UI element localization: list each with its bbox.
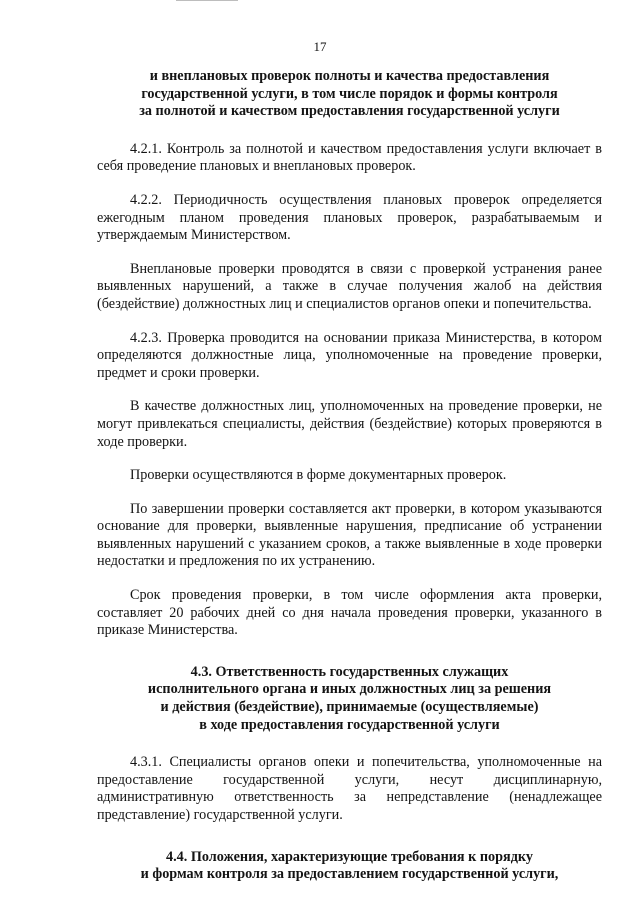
heading-line: государственной услуги, в том числе порядок и формы контроля [141,85,558,102]
section-4-4-heading [97,849,602,884]
section-4-3-heading [97,664,602,734]
paragraph-4-2-3: 4.2.3. Проверка проводится на основании приказа Министерства, в котором определяются должностные лица, уполномоченные на проведение проверки, предмет и сроки проверки. [97,329,602,381]
scan-edge-line [176,0,238,1]
heading-line: и действия (бездействие), принимаемые (осуществляемые) [160,699,539,716]
paragraph-check-form: Проверки осуществляются в форме документарных проверок. [130,467,507,484]
paragraph-unplanned-checks: Внеплановые проверки проводятся в связи с проверкой устранения ранее выявленных нарушений, а также в случае получения жалоб на действия (бездействие) должностных лиц и специалистов органов опеки и попечительства. [97,260,602,312]
page-number: 17 [313,39,327,54]
document-body [97,68,602,884]
paragraph-4-3-1: 4.3.1. Специалисты органов опеки и попечительства, уполномоченные на предоставление государственной услуги, несут дисциплинарную, административную ответственность за непредставление (ненадлежащее представление) государственной услуги. [97,754,602,823]
heading-line: и формам контроля за предоставлением государственной услуги, [140,866,559,883]
paragraph-officials: В качестве должностных лиц, уполномоченных на проведение проверки, не могут привлекаться специалисты, действия (бездействие) которых проверяются в ходе проверки. [97,398,602,450]
paragraph-4-2-2: 4.2.2. Периодичность осуществления плановых проверок определяется ежегодным планом проведения плановых проверок, разрабатываемым и утверждаемым Министерством. [97,191,602,244]
paragraph-check-act: По завершении проверки составляется акт проверки, в котором указываются основание для проверки, выявленные нарушения, предписание об устранении выявленных нарушений с указанием сроков, а также выявленные в ходе проверки недостатки и предложения по их устранению. [97,500,602,570]
heading-line: 4.4. Положения, характеризующие требования к порядку [166,848,533,865]
paragraph-4-2-1: 4.2.1. Контроль за полнотой и качеством предоставления услуги включает в себя проведение плановых и внеплановых проверок. [97,140,602,175]
heading-line: в ходе предоставления государственной услуги [199,716,500,733]
heading-line: 4.3. Ответственность государственных служащих [190,663,509,680]
paragraph-check-term: Срок проведения проверки, в том числе оформления акта проверки, составляет 20 рабочих дней со дня начала проведения проверки, указанного в приказе Министерства. [97,587,602,639]
heading-line: и внеплановых проверок полноты и качества предоставления [149,68,550,84]
heading-line: за полнотой и качеством предоставления государственной услуги [139,103,560,120]
heading-line: исполнительного органа и иных должностных лиц за решения [147,681,552,698]
heading-continued [97,68,602,121]
